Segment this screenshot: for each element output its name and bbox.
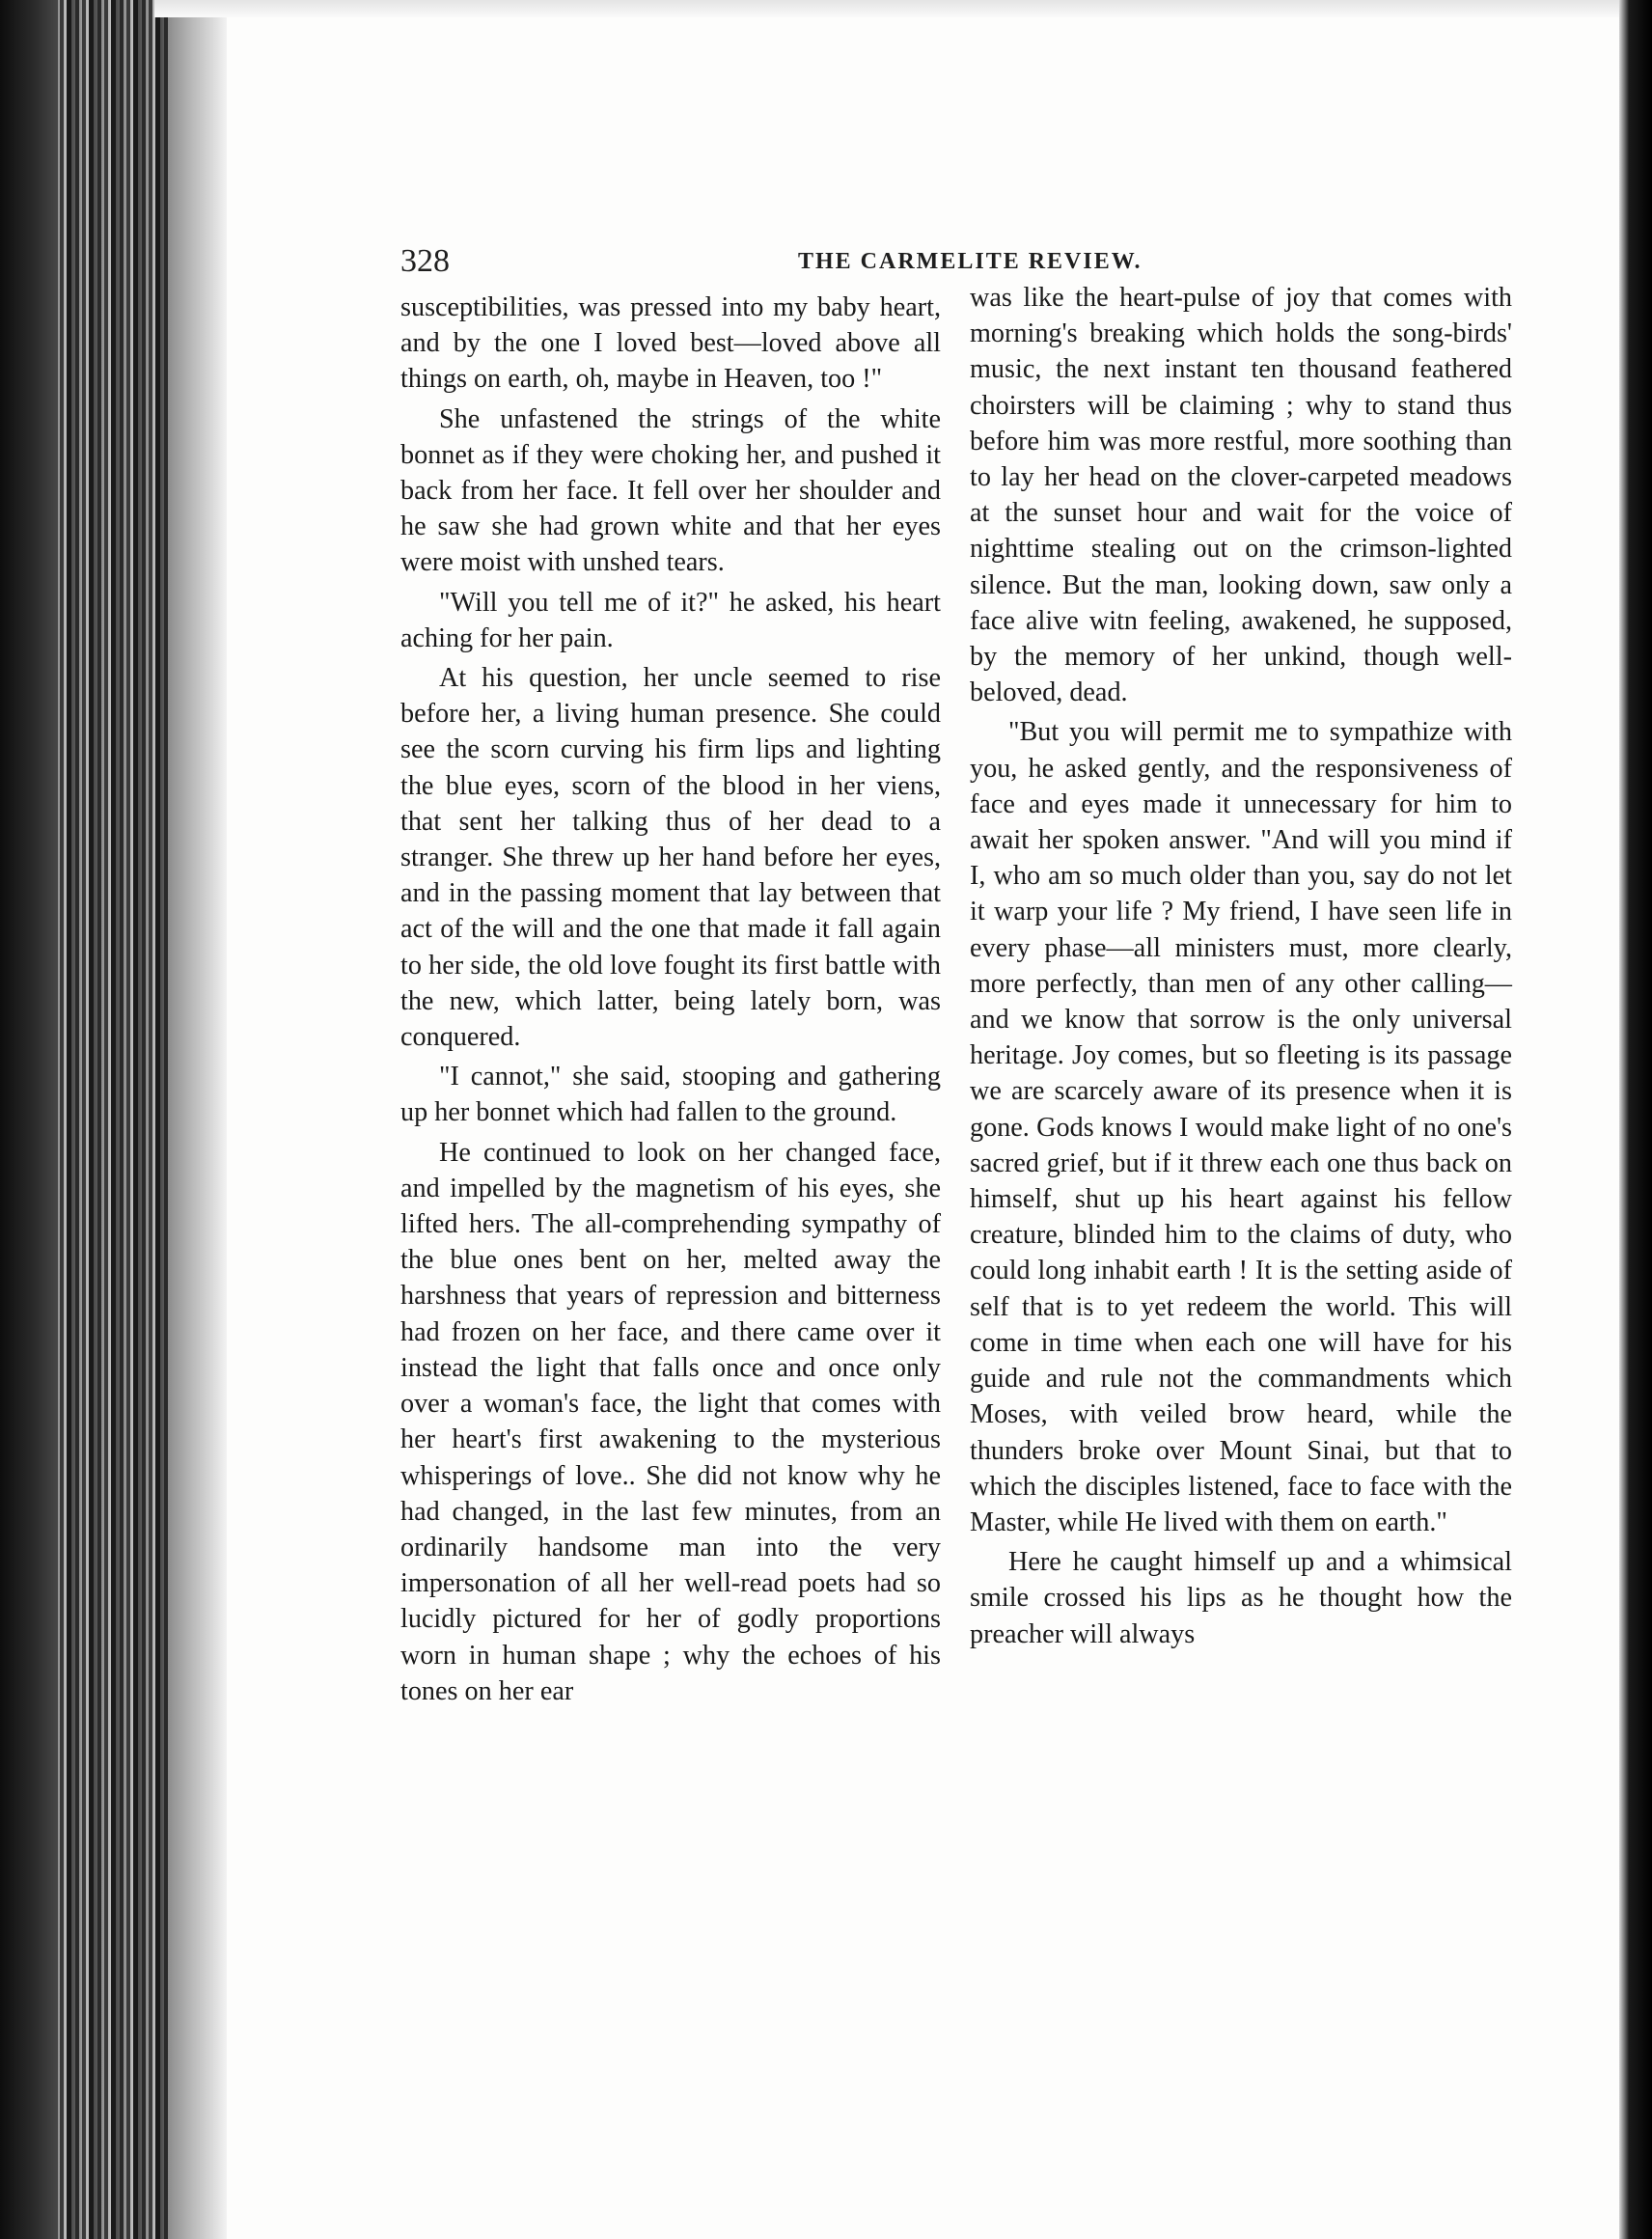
page-number: 328 [400,243,450,279]
paragraph: susceptibilities, was pressed into my baby heart, and by the one I loved best—loved above all things on earth, oh, maybe in Heaven, too !" [400,292,941,395]
page-stack-edge [169,0,227,2239]
paragraph: was like the heart-pulse of joy that comes with morning's breaking which holds the song-birds' music, the next instant ten thousand feathered choirsters will be claiming ; why to stand thus before him was more restful, more soothing than to lay her head on the clover-carpeted meadows at the sunset hour and wait for the voice of nighttime stealing out on the crimson-lighted silence. But the man, looking down, saw only a face alive witn feeling, awakened, he supposed, by the memory of her unkind, though well-beloved, dead. [970,283,1512,708]
paragraph: "But you will permit me to sympathize with you, he asked gently, and the responsiveness of face and eyes made it unnecessary for him to await her spoken answer. "And will you mind if I, who am so much older than you, say do not let it warp your life ? My friend, I have seen life in every phase—all ministers must, more clearly, more perfectly, than men of any other calling—and we know that sorrow is the only universal heritage. Joy comes, but so fleeting is its passage we are scarcely aware of its presence when it is gone. Gods knows I would make light of no one's sacred grief, but if it threw each one thus back on himself, shut up his heart against his fellow creature, blinded him to the claims of duty, who could long inhabit earth ! It is the setting aside of self that is to yet redeem the world. This will come in time when each one will have for his guide and rule not the commandments which Moses, with veiled brow heard, while the thunders broke over Mount Sinai, but that to which the disciples listened, face to face with the Master, while He lived with them on earth." [970,717,1512,1537]
paragraph: "Will you tell me of it?" he asked, his heart aching for her pain. [400,587,941,653]
right-edge-shadow [1619,0,1652,2239]
paragraph: "I cannot," she said, stooping and gathering up her bonnet which had fallen to the ground. [400,1062,941,1128]
left-column [400,290,941,1709]
paragraph: Here he caught himself up and a whimsical smile crossed his lips as he thought how the preacher will always [970,1547,1512,1649]
page [227,0,1619,2239]
paragraph: She unfastened the strings of the white bonnet as if they were choking her, and pushed it back from her face. It fell over her shoulder and he saw she had grown white and that her eyes were moist with unshed tears. [400,403,941,578]
right-column [970,280,1512,1652]
paragraph: He continued to look on her changed face, and impelled by the magnetism of his eyes, she lifted hers. The all-comprehending sympathy of the blue ones bent on her, melted away the harshness that years of repression and bitterness had frozen on her face, and there came over it instead the light that falls once and once only over a woman's face, the light that comes with her heart's first awakening to the mysterious whisperings of love.. She did not know why he had changed, in the last few minutes, from an ordinarily handsome man into the very impersonation of all her well-read poets had so lucidly pictured for her of godly proportions worn in human shape ; why the echoes of his tones on her ear [400,1137,941,1706]
binding-shadow [0,0,58,2239]
paragraph: At his question, her uncle seemed to rise before her, a living human presence. She could see the scorn curving his firm lips and lighting the blue eyes, scorn of the blood in her viens, that sent her talking thus of her dead to a stranger. She threw up her hand before her eyes, and in the passing moment that lay between that act of the will and the one that made it fall again to her side, the old love fought its first battle with the new, which latter, being lately born, was conquered. [400,663,941,1053]
running-title: THE CARMELITE REVIEW. [798,249,1143,274]
